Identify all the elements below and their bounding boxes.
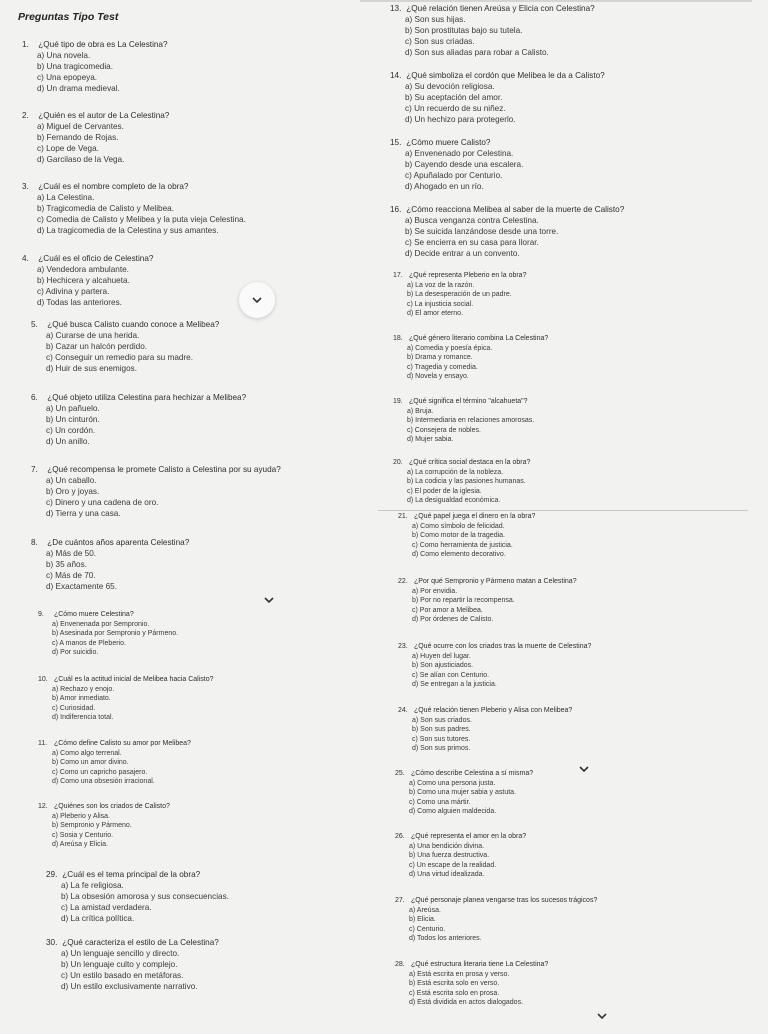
question-3 (22, 181, 246, 236)
question-text (398, 577, 577, 587)
question-18 (390, 204, 624, 259)
answer-option: a) La voz de la razón. (407, 281, 475, 289)
answer-option: c) Como una mártir. (409, 798, 471, 806)
question-label: ¿Cómo reacciona Melibea al saber de la muerte de Calisto? (406, 205, 625, 214)
answer-option: d) La desigualdad económica. (407, 497, 501, 504)
question-label: ¿Qué papel juega el dinero en la obra? (413, 513, 536, 520)
question-text (22, 181, 246, 192)
answer-option: a) Está escrita en prosa y verso. (409, 970, 510, 978)
question-16 (390, 70, 605, 125)
answer-option: c) Un escape de la realidad. (409, 861, 497, 869)
question-number: 8. (31, 538, 38, 547)
question-text (393, 458, 530, 468)
question-number: 23. (398, 643, 408, 650)
answer-option: a) Busca venganza contra Celestina. (405, 216, 539, 225)
answer-option: d) Por órdenes de Calisto. (412, 616, 494, 623)
question-number: 17. (393, 272, 403, 279)
answer-option: c) Se alían con Centurio. (412, 671, 490, 679)
question-text (390, 70, 605, 81)
answer-option: b) Como un amor divino. (52, 759, 129, 766)
question-label: ¿Qué significa el término "alcahueta"? (408, 398, 528, 405)
question-21 (393, 397, 534, 445)
answer-option: d) El amor eterno. (407, 310, 464, 317)
page-title: Preguntas Tipo Test (18, 11, 119, 23)
answer-option: c) Apuñalado por Centurio. (405, 171, 503, 180)
question-text (38, 802, 170, 812)
answer-option: d) Mujer sabia. (407, 436, 454, 443)
answer-option: b) Asesinada por Sempronio y Pármeno. (52, 630, 179, 637)
question-24 (398, 577, 577, 625)
answer-option: d) Como alguien maldecida. (409, 808, 497, 815)
answer-option: a) Curarse de una herida. (46, 331, 140, 340)
question-label: ¿Cuál es el nombre completo de la obra? (38, 182, 189, 191)
answer-option: c) Está escrita solo en prosa. (409, 989, 500, 997)
question-text (38, 739, 191, 749)
answer-option: c) Un recuerdo de su niñez. (405, 104, 506, 113)
question-number: 19. (393, 398, 403, 405)
question-number: 22. (398, 578, 408, 585)
answer-option: b) Fernando de Rojas. (37, 133, 119, 142)
question-12 (38, 802, 170, 850)
answer-option: b) Elicia. (409, 916, 436, 923)
answer-option: d) Areúsa y Elicia. (52, 841, 109, 848)
question-28 (395, 832, 526, 880)
answer-option: c) A manos de Pleberio. (52, 639, 126, 647)
question-number: 26. (395, 833, 405, 840)
question-number: 13. (390, 4, 402, 13)
answer-option: a) Como algo terrenal. (52, 749, 122, 757)
answer-option: a) Son sus hijas. (405, 15, 466, 24)
answer-option: b) Son ajusticiados. (412, 662, 474, 669)
answer-option: b) Está escrita solo en verso. (409, 980, 500, 987)
question-label: ¿Qué representa Pleberio en la obra? (408, 272, 527, 279)
question-label: ¿Qué caracteriza el estilo de La Celestina? (62, 938, 219, 947)
question-number: 18. (393, 335, 403, 342)
answer-option: d) Todas las anteriores. (37, 298, 122, 307)
answer-option: d) La crítica política. (61, 914, 135, 923)
question-label: ¿De cuántos años aparenta Celestina? (47, 538, 190, 547)
question-6 (31, 392, 246, 447)
answer-option: c) Una epopeya. (37, 73, 98, 82)
question-text (22, 253, 153, 264)
answer-option: b) Cayendo desde una escalera. (405, 160, 524, 169)
answer-option: a) Bruja. (407, 407, 434, 415)
answer-option: a) Huyen del lugar. (412, 652, 471, 660)
question-label: ¿Qué recompensa le promete Calisto a Celestina por su ayuda? (47, 465, 281, 474)
question-2 (22, 110, 169, 165)
answer-option: c) Comedia de Calisto y Melibea y la puta vieja Celestina. (37, 215, 246, 224)
answer-option: c) Como un capricho pasajero. (52, 768, 148, 776)
answer-option: d) Un hechizo para protegerlo. (405, 115, 516, 124)
answer-option: b) Oro y joyas. (46, 487, 100, 496)
answer-option: c) Por amor a Melibea. (412, 606, 483, 614)
answer-option: b) Su aceptación del amor. (405, 93, 503, 102)
answer-option: b) Tragicomedia de Calisto y Melibea. (37, 204, 174, 213)
question-label: ¿Por qué Sempronio y Pármeno matan a Celestina? (413, 578, 577, 585)
question-number: 6. (31, 393, 38, 402)
answer-option: a) Miguel de Cervantes. (37, 122, 124, 131)
question-number: 28. (395, 961, 405, 968)
question-number: 29. (46, 870, 58, 879)
answer-option: b) Son sus padres. (412, 726, 471, 733)
answer-option: b) Se suicida lanzándose desde una torre. (405, 227, 559, 236)
answer-option: c) Un cordón. (46, 426, 96, 435)
question-label: ¿Qué simboliza el cordón que Melibea le da a Calisto? (406, 71, 605, 80)
answer-option: d) Decide entrar a un convento. (405, 249, 520, 258)
question-label: ¿Qué objeto utiliza Celestina para hechizar a Melibea? (47, 393, 247, 402)
question-22 (393, 458, 530, 506)
answer-option: a) Un pañuelo. (46, 404, 100, 413)
question-text (31, 537, 189, 548)
answer-option: b) Drama y romance. (407, 354, 473, 361)
answer-option: a) Como símbolo de felicidad. (412, 522, 505, 530)
question-text (398, 706, 572, 716)
question-number: 15. (390, 138, 402, 147)
answer-option: d) Novela y ensayo. (407, 373, 469, 380)
question-label: ¿Cómo define Calisto su amor por Melibea? (53, 740, 191, 747)
question-label: ¿Qué personaje planea vengarse tras los sucesos trágicos? (410, 897, 598, 904)
answer-option: a) Un lenguaje sencillo y directo. (61, 949, 180, 958)
answer-option: d) Son sus aliadas para robar a Calisto. (405, 48, 549, 57)
answer-option: a) Areúsa. (409, 906, 441, 914)
question-label: ¿Qué tipo de obra es La Celestina? (38, 40, 168, 49)
question-number: 11. (38, 740, 48, 747)
answer-option: c) Como herramienta de justicia. (412, 541, 513, 549)
answer-option: c) Lope de Vega. (37, 144, 99, 153)
question-label: ¿Quiénes son los criados de Calisto? (53, 803, 170, 810)
answer-option: b) 35 años. (46, 560, 87, 569)
question-label: ¿Qué crítica social destaca en la obra? (408, 459, 531, 466)
question-number: 24. (398, 707, 408, 714)
question-text (38, 610, 178, 620)
answer-option: d) La tragicomedia de la Celestina y sus amantes. (37, 226, 219, 235)
answer-option: a) Como una persona justa. (409, 779, 496, 787)
question-text (395, 896, 597, 906)
question-number: 10. (38, 676, 48, 683)
answer-option: a) Envenenado por Celestina. (405, 149, 514, 158)
answer-option: c) Curiosidad. (52, 704, 96, 712)
answer-option: d) Por suicidio. (52, 649, 99, 656)
question-8 (31, 537, 189, 592)
question-number: 30. (46, 938, 58, 947)
top-divider (360, 0, 752, 2)
question-text (393, 334, 548, 344)
question-number: 2. (22, 111, 29, 120)
question-1 (22, 39, 168, 94)
question-label: ¿Qué estructura literaria tiene La Celestina? (410, 961, 549, 968)
answer-option: b) Una fuerza destructiva. (409, 852, 490, 859)
question-text (31, 464, 281, 475)
question-text (390, 204, 624, 215)
question-20 (393, 334, 548, 382)
answer-option: b) Sempronio y Pármeno. (52, 822, 132, 829)
question-14 (46, 937, 219, 992)
answer-option: a) La Celestina. (37, 193, 95, 202)
answer-option: c) La amistad verdadera. (61, 903, 152, 912)
question-30 (395, 960, 548, 1008)
answer-option: d) Se entregan a la justicia. (412, 681, 497, 688)
answer-option: c) Sosia y Centurio. (52, 831, 114, 839)
question-23 (398, 512, 535, 560)
answer-option: b) Como una mujer sabia y astuta. (409, 789, 516, 796)
question-text (395, 832, 526, 842)
question-text (31, 319, 219, 330)
answer-option: c) Se encierra en su casa para llorar. (405, 238, 539, 247)
answer-option: d) Un drama medieval. (37, 84, 120, 93)
question-text (398, 512, 535, 522)
answer-option: a) Pleberio y Alisa. (52, 812, 110, 820)
question-number: 16. (390, 205, 402, 214)
question-text (31, 392, 246, 403)
chevron-down-icon[interactable] (584, 998, 620, 1034)
answer-option: d) Son sus primos. (412, 745, 471, 752)
question-label: ¿Cómo describe Celestina a sí misma? (410, 770, 534, 777)
answer-option: d) Ahogado en un río. (405, 182, 484, 191)
answer-option: d) Un estilo exclusivamente narrativo. (61, 982, 198, 991)
question-number: 9. (38, 611, 44, 618)
answer-option: b) Una tragicomedia. (37, 62, 113, 71)
answer-option: a) Un caballo. (46, 476, 97, 485)
question-number: 20. (393, 459, 403, 466)
question-text (398, 642, 591, 652)
question-text (395, 769, 533, 779)
answer-option: d) Huir de sus enemigos. (46, 364, 138, 373)
answer-option: a) Su devoción religiosa. (405, 82, 495, 91)
answer-option: c) Consejera de nobles. (407, 426, 481, 434)
answer-option: b) Por no repartir la recompensa. (412, 597, 515, 604)
answer-option: a) Más de 50. (46, 549, 97, 558)
answer-option: a) Comedia y poesía épica. (407, 344, 493, 352)
question-text (395, 960, 548, 970)
question-number: 12. (38, 803, 48, 810)
answer-option: d) Como una obsesión irracional. (52, 778, 155, 785)
answer-option: c) Son sus criadas. (405, 37, 475, 46)
answer-option: c) Centurio. (409, 925, 446, 933)
question-label: ¿Cuál es la actitud inicial de Melibea hacia Calisto? (53, 676, 214, 683)
question-15 (390, 3, 595, 58)
question-number: 1. (22, 40, 29, 49)
answer-option: c) Son sus tutores. (412, 735, 471, 743)
answer-option: b) Son prostitutas bajo su tutela. (405, 26, 523, 35)
answer-option: d) Está dividida en actos dialogados. (409, 999, 524, 1006)
answer-option: b) Hechicera y alcahueta. (37, 276, 130, 285)
question-number: 27. (395, 897, 405, 904)
question-number: 3. (22, 182, 29, 191)
answer-option: c) Dinero y una cadena de oro. (46, 498, 159, 507)
answer-option: d) Indiferencia total. (52, 714, 114, 721)
answer-option: c) Conseguir un remedio para su madre. (46, 353, 193, 362)
answer-option: a) Son sus criados. (412, 716, 472, 724)
question-text (393, 397, 534, 407)
answer-option: b) La obsesión amorosa y sus consecuencias. (61, 892, 229, 901)
question-text (46, 869, 229, 880)
answer-option: d) Exactamente 65. (46, 582, 117, 591)
question-text (390, 137, 523, 148)
question-label: ¿Qué ocurre con los criados tras la muerte de Celestina? (413, 643, 592, 650)
question-19 (393, 271, 526, 319)
answer-option: b) Como motor de la tragedia. (412, 532, 505, 539)
answer-option: c) Un estilo basado en metáforas. (61, 971, 184, 980)
answer-option: c) Adivina y partera. (37, 287, 110, 296)
question-text (390, 3, 595, 14)
chevron-down-icon[interactable] (239, 282, 275, 318)
question-text (38, 675, 213, 685)
answer-option: a) Vendedora ambulante. (37, 265, 129, 274)
question-10 (38, 675, 213, 723)
question-number: 14. (390, 71, 402, 80)
question-number: 7. (31, 465, 38, 474)
answer-option: d) Una virtud idealizada. (409, 871, 485, 878)
answer-option: a) Rechazo y enojo. (52, 685, 115, 693)
answer-option: a) Envenenada por Sempronio. (52, 620, 150, 628)
question-number: 4. (22, 254, 29, 263)
question-label: ¿Cómo muere Celestina? (53, 611, 134, 618)
question-17 (390, 137, 523, 192)
question-label: ¿Quién es el autor de La Celestina? (38, 111, 170, 120)
question-label: ¿Qué relación tienen Pleberio y Alisa con Melibea? (413, 707, 573, 714)
answer-option: b) Intermediaria en relaciones amorosas. (407, 417, 535, 424)
question-label: ¿Cuál es el tema principal de la obra? (62, 870, 201, 879)
answer-option: a) La corrupción de la nobleza. (407, 468, 504, 476)
answer-option: b) La desesperación de un padre. (407, 291, 512, 298)
question-text (22, 110, 169, 121)
answer-option: b) Un cinturón. (46, 415, 100, 424)
question-11 (38, 739, 191, 787)
answer-option: d) Garcilaso de la Vega. (37, 155, 125, 164)
question-text (46, 937, 219, 948)
question-text (22, 39, 168, 50)
question-7 (31, 464, 281, 519)
answer-option: d) Como elemento decorativo. (412, 551, 506, 558)
answer-option: a) La fe religiosa. (61, 881, 124, 890)
answer-option: a) Por envidia. (412, 587, 458, 595)
question-number: 25. (395, 770, 405, 777)
answer-option: b) La codicia y las pasiones humanas. (407, 478, 526, 485)
answer-option: b) Cazar un halcón perdido. (46, 342, 148, 351)
answer-option: d) Un anillo. (46, 437, 90, 446)
answer-option: a) Una novela. (37, 51, 91, 60)
answer-option: c) Tragedia y comedia. (407, 363, 478, 371)
question-label: ¿Cuál es el oficio de Celestina? (38, 254, 154, 263)
question-label: ¿Qué género literario combina La Celestina? (408, 335, 549, 342)
question-number: 21. (398, 513, 408, 520)
answer-option: d) Tierra y una casa. (46, 509, 121, 518)
answer-option: c) El poder de la iglesia. (407, 487, 482, 495)
question-label: ¿Qué representa el amor en la obra? (410, 833, 527, 840)
question-5 (31, 319, 219, 374)
answer-option: d) Todos los anteriores. (409, 935, 482, 942)
answer-option: c) Más de 70. (46, 571, 96, 580)
chevron-down-icon[interactable] (566, 751, 602, 787)
question-text (393, 271, 526, 281)
question-26 (398, 706, 572, 754)
question-label: ¿Qué relación tienen Areúsa y Elicia con Celestina? (406, 4, 595, 13)
question-label: ¿Qué busca Calisto cuando conoce a Melibea? (47, 320, 220, 329)
question-4 (22, 253, 153, 308)
answer-option: a) Una bendición divina. (409, 842, 485, 850)
answer-option: b) Amor inmediato. (52, 695, 111, 702)
page-divider (378, 510, 748, 511)
answer-option: c) La injusticia social. (407, 300, 474, 308)
answer-option: b) Un lenguaje culto y complejo. (61, 960, 178, 969)
question-9 (38, 610, 178, 658)
question-27 (395, 769, 533, 817)
question-25 (398, 642, 591, 690)
chevron-down-icon[interactable] (251, 582, 287, 618)
question-number: 5. (31, 320, 38, 329)
question-13 (46, 869, 229, 924)
question-29 (395, 896, 597, 944)
question-label: ¿Cómo muere Calisto? (406, 138, 491, 147)
